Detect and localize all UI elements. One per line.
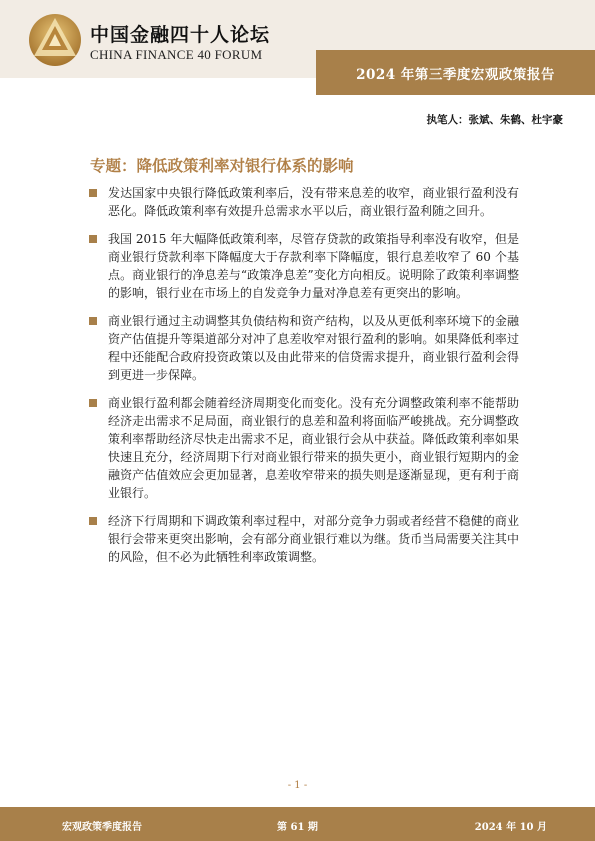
square-bullet-icon	[89, 317, 97, 325]
bullet-text: 我国 2015 年大幅降低政策利率，尽管存贷款的政策指导利率没有收窄，但是商业银行贷款利率下降幅度大于存款利率下降幅度，银行息差收窄了 60 个基点。商业银行的净息差与“政策净息差”变化方向相反。说明除了政策利率调整的影响，银行业在市场上的自发竞争力量对净息差有更突出的影响。	[108, 232, 519, 300]
topic-heading: 专题：降低政策利率对银行体系的影响	[90, 156, 354, 175]
square-bullet-icon	[89, 517, 97, 525]
logo-chinese-name: 中国金融四十人论坛	[90, 24, 271, 46]
report-title: 2024 年第三季度宏观政策报告	[356, 66, 555, 83]
bullet-item	[89, 312, 519, 384]
page-number: - 1 -	[287, 780, 308, 791]
report-title-bar	[316, 50, 595, 95]
bullet-text: 发达国家中央银行降低政策利率后，没有带来息差的收窄，商业银行盈利没有恶化。降低政策利率有效提升总需求水平以后，商业银行盈利随之回升。	[108, 186, 519, 218]
footer-publication: 宏观政策季度报告	[62, 822, 142, 833]
authors-line: 执笔人：张斌、朱鹤、杜宇豪	[426, 114, 563, 126]
square-bullet-icon	[89, 399, 97, 407]
square-bullet-icon	[89, 189, 97, 197]
bullet-text: 商业银行盈利都会随着经济周期变化而变化。没有充分调整政策利率不能帮助经济走出需求不足局面，商业银行的息差和盈利将面临严峻挑战。充分调整政策利率帮助经济尽快走出需求不足，商业银行会从中获益。降低政策利率如果快速且充分，经济周期下行对商业银行带来的损失更小，商业银行短期内的金融资产估值效应会更加显著，息差收窄带来的损失则是逐渐显现，更有利于商业银行。	[108, 396, 519, 500]
forum-logo-icon	[28, 12, 82, 68]
footer-issue: 第 61 期	[277, 822, 318, 833]
bullet-item	[89, 230, 519, 302]
square-bullet-icon	[89, 235, 97, 243]
bullet-list	[89, 184, 519, 576]
logo-english-name: CHINA FINANCE 40 FORUM	[90, 47, 263, 62]
footer-bar	[0, 807, 595, 841]
bullet-item	[89, 394, 519, 502]
bullet-item	[89, 512, 519, 566]
bullet-item	[89, 184, 519, 220]
bullet-text: 商业银行通过主动调整其负债结构和资产结构，以及从更低利率环境下的金融资产估值提升等渠道部分对冲了息差收窄对银行盈利的影响。如果降低利率过程中还能配合政府投资政策以及由此带来的信贷需求提升，商业银行盈利会得到更进一步保障。	[108, 314, 519, 382]
footer-date: 2024 年 10 月	[474, 822, 547, 833]
bullet-text: 经济下行周期和下调政策利率过程中，对部分竞争力弱或者经营不稳健的商业银行会带来更突出影响，会有部分商业银行难以为继。货币当局需要关注其中的风险，但不必为此牺牲利率政策调整。	[108, 514, 519, 564]
